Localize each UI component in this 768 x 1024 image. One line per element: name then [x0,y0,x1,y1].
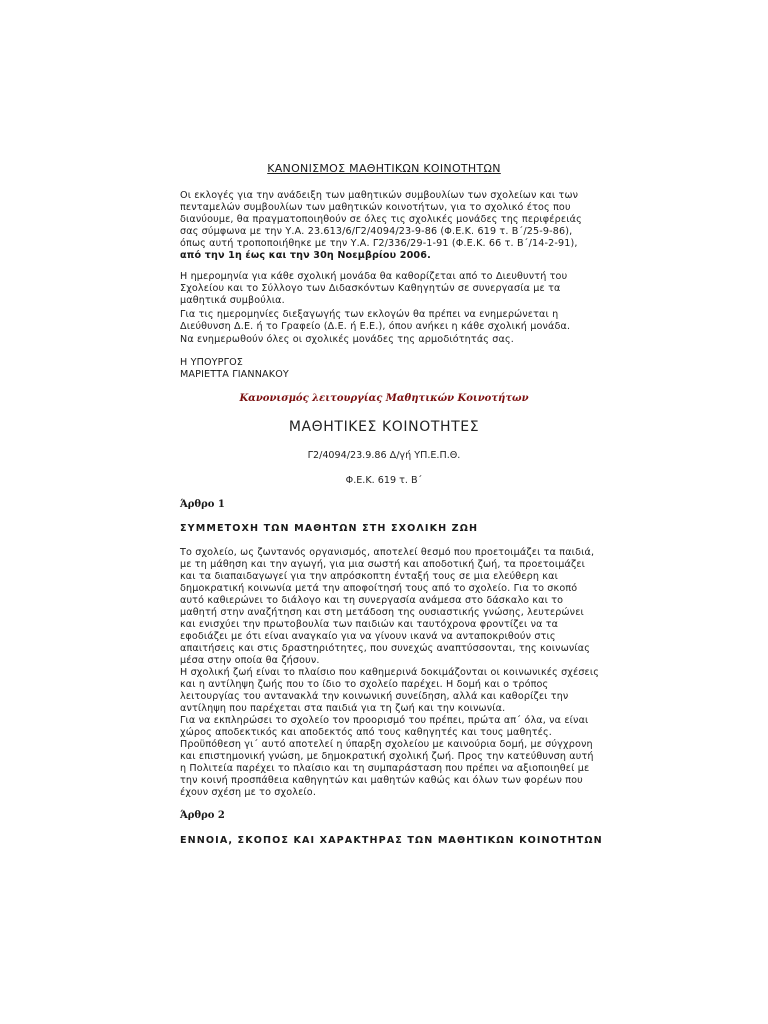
para2-line: Η ημερομηνία για κάθε σχολική μονάδα θα καθορίζεται από το Διευθυντή του [180,271,568,282]
article-1-line: μέσα στην οποία θα ζήσουν. [180,655,320,666]
article-1-line: και ενισχύει την πρωτοβουλία των παιδιών και ταυτόχρονα φροντίζει να τα [180,619,559,630]
document-title: ΚΑΝΟΝΙΣΜΟΣ ΜΑΘΗΤΙΚΩΝ ΚΟΙΝΟΤΗΤΩΝ [267,162,501,175]
article-2-heading: ΕΝΝΟΙΑ, ΣΚΟΠΟΣ ΚΑΙ ΧΑΡΑΚΤΗΡΑΣ ΤΩΝ ΜΑΘΗΤΙΚΩΝ ΚΟΙΝΟΤΗΤΩΝ [180,835,603,846]
signature-title: Η ΥΠΟΥΡΓΟΣ [180,357,243,368]
article-1-line: Το σχολείο, ως ζωντανός οργανισμός, αποτελεί θεσμό που προετοιμάζει τα παιδιά, [180,547,595,558]
article-1-line: αντίληψη που παρέχεται στα παιδιά για τη ζωή και την κοινωνία. [180,703,506,714]
article-1-line: και επιστημονική γνώση, με δημοκρατική σχολική ζωή. Προς την κατεύθυνση αυτή [180,751,594,762]
para2-line: μαθητικά συμβούλια. [180,295,285,306]
article-2-label: Άρθρο 2 [180,810,225,821]
para2-line: Να ενημερωθούν όλες οι σχολικές μονάδες της αρμοδιότητάς σας. [180,334,514,345]
intro-line: Οι εκλογές για την ανάδειξη των μαθητικών συμβουλίων των σχολείων και των [180,190,579,201]
section-title: ΜΑΘΗΤΙΚΕΣ ΚΟΙΝΟΤΗΤΕΣ [288,419,480,435]
article-1-line: αυτό καθιερώνει το διάλογο και τη συνεργασία ανάμεσα στο δάσκαλο και το [180,595,564,606]
article-1-line: την κοινή προσπάθεια καθηγητών και μαθητών καθώς και όλων των φορέων που [180,775,583,786]
article-1-heading: ΣΥΜΜΕΤΟΧΗ ΤΩΝ ΜΑΘΗΤΩΝ ΣΤΗ ΣΧΟΛΙΚΗ ΖΩΗ [180,523,479,534]
article-1-line: η Πολιτεία παρέχει το πλαίσιο και τη συμπαράσταση που πρέπει να αξιοποιηθεί με [180,763,590,774]
article-1-line: λειτουργίας του αντανακλά την κοινωνική συνείδηση, αλλά και καθορίζει την [180,691,569,702]
article-1-line: Για να εκπληρώσει το σχολείο τον προορισμό του πρέπει, πρώτα απ΄ όλα, να είναι [180,715,589,726]
para2-line: Διεύθυνση Δ.Ε. ή το Γραφείο (Δ.Ε. ή Ε.Ε.), όπου ανήκει η κάθε σχολική μονάδα. [180,321,571,332]
gazette-reference: Φ.Ε.Κ. 619 τ. Β΄ [345,475,423,486]
article-1-label: Άρθρο 1 [180,499,225,510]
regulation-subtitle: Κανονισμός λειτουργίας Μαθητικών Κοινοτήτων [239,393,529,404]
article-1-line: και η αντίληψη ζωής που το ίδιο το σχολείο παρέχει. Η δομή και ο τρόπος [180,679,549,690]
article-1-line: χώρος αποδεκτικός και αποδεκτός από τους καθηγητές και τους μαθητές. [180,727,552,738]
intro-line: σας σύμφωνα με την Υ.Α. 23.613/6/Γ2/4094/23-9-86 (Φ.Ε.Κ. 619 τ. Β΄/25-9-86), [180,226,573,237]
para2-line: Για τις ημερομηνίες διεξαγωγής των εκλογών θα πρέπει να ενημερώνεται η [180,309,559,320]
election-dates: από την 1η έως και την 30η Νοεμβρίου 2006. [180,250,431,261]
intro-line: πενταμελών συμβουλίων των μαθητικών κοινοτήτων, για το σχολικό έτος που [180,202,571,213]
article-1-line: εφοδιάζει με ότι είναι αναγκαίο για να γίνουν ικανά να ανταποκριθούν στις [180,631,556,642]
article-1-line: με τη μάθηση και την αγωγή, για μια σωστή και αποδοτική ζωή, τα προετοιμάζει [180,559,586,570]
reference-line: Γ2/4094/23.9.86 Δ/γή ΥΠ.Ε.Π.Θ. [307,450,461,461]
article-1-line: και τα διαπαιδαγωγεί για την απρόσκοπτη ένταξή τους σε μια ελεύθερη και [180,571,558,582]
article-1-line: μαθητή στην αναζήτηση και στη μετάδοση της ουσιαστικής γνώσης, λευτερώνει [180,607,584,618]
article-1-line: απαιτήσεις και στις δραστηριότητες, που συνεχώς αναπτύσσονται, της κοινωνίας [180,643,591,654]
para2-line: Σχολείου και το Σύλλογο των Διδασκόντων Καθηγητών σε συνεργασία με τα [180,283,561,294]
intro-line: διανύουμε, θα πραγματοποιηθούν σε όλες τις σχολικές μονάδες της περιφέρειάς [180,214,582,225]
signature-name: ΜΑΡΙΕΤΤΑ ΓΙΑΝΝΑΚΟΥ [180,369,289,380]
intro-line: όπως αυτή τροποποιήθηκε με την Υ.Α. Γ2/336/29-1-91 (Φ.Ε.Κ. 66 τ. Β΄/14-2-91), [180,238,578,249]
article-1-line: Προϋπόθεση γι΄ αυτό αποτελεί η ύπαρξη σχολείου με καινούρια δομή, με σύγχρονη [180,739,593,750]
article-1-line: έχουν σχέση με το σχολείο. [180,787,317,798]
article-1-line: Η σχολική ζωή είναι το πλαίσιο που καθημερινά δοκιμάζονται οι κοινωνικές σχέσεις [180,667,600,678]
article-1-line: δημοκρατική κοινωνία μετά την αποφοίτησή τους από το σχολείο. Για το σκοπό [180,583,578,594]
